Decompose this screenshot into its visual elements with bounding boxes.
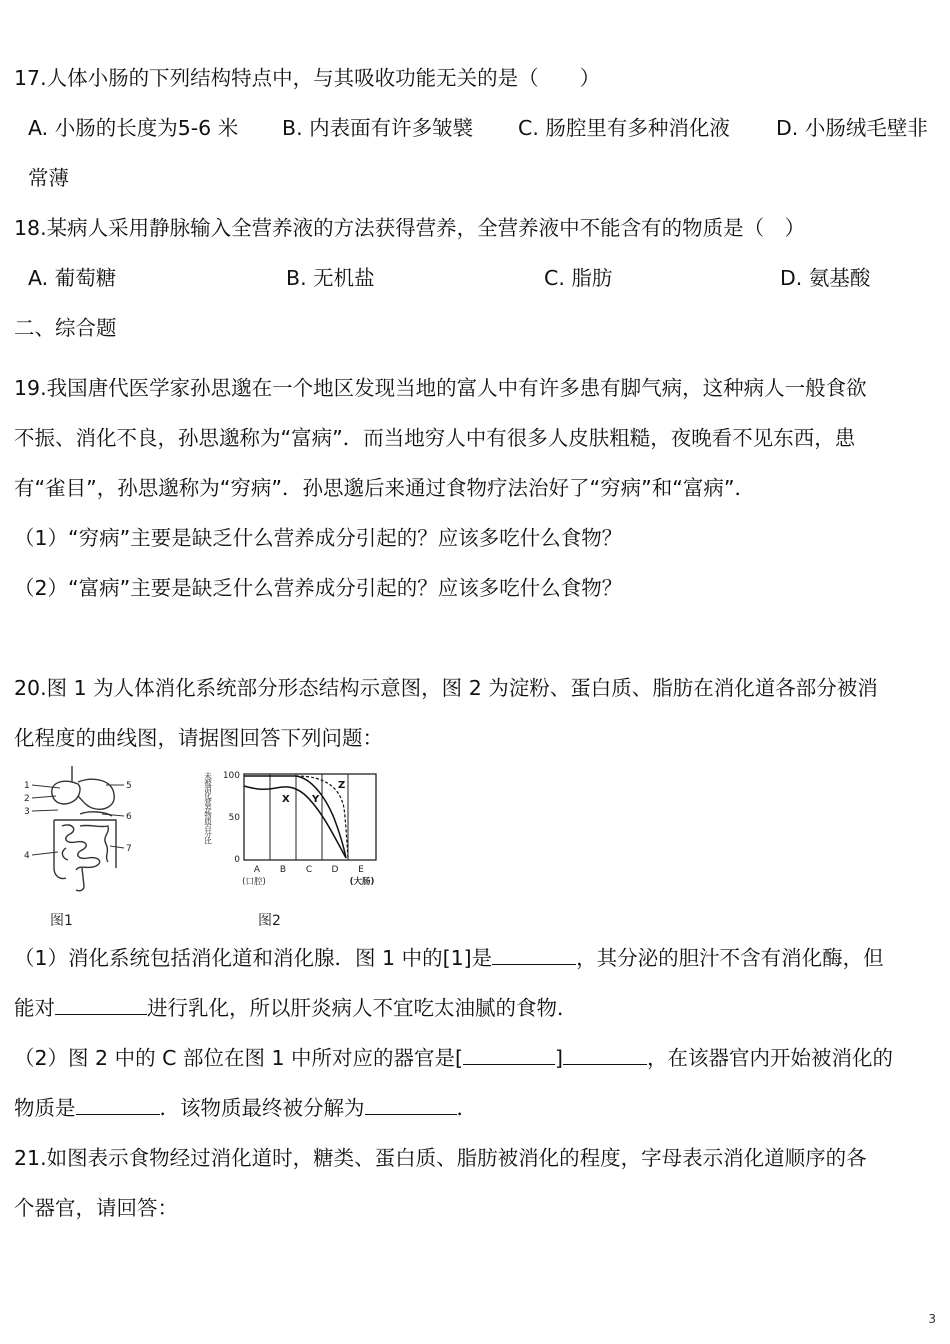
q17-option-d: D. 小肠绒毛壁非 [776, 116, 928, 140]
q20-sub2-text-f: ． [456, 1096, 477, 1120]
q19-sub-2: （2）“富病”主要是缺乏什么营养成分引起的？应该多吃什么食物？ [14, 576, 623, 600]
q17-option-c: C. 肠腔里有多种消化液 [518, 116, 730, 140]
fig2-curve-label-x: X [282, 794, 290, 805]
q20-sub-1-line-1 [14, 944, 884, 972]
q19-line-1: 19.我国唐代医学家孙思邈在一个地区发现当地的富人中有许多患有脚气病，这种病人一般食欲 [14, 376, 867, 400]
fig1-caption: 图1 [50, 913, 73, 929]
answer-blank[interactable] [492, 944, 576, 965]
q19-line-3: 有“雀目”，孙思邈称为“穷病”．孙思邈后来通过食物疗法治好了“穷病”和“富病”． [14, 476, 755, 500]
q20-sub2-text-e: ．该物质最终被分解为 [159, 1096, 365, 1120]
q17-option-a: A. 小肠的长度为5-6 米 [28, 116, 239, 140]
q20-sub2-text-d: 物质是 [14, 1096, 76, 1120]
q20-sub-2-line-1 [14, 1044, 893, 1072]
fig2-xtick-d: D [331, 865, 339, 875]
q17-option-b: B. 内表面有许多皱襞 [282, 116, 474, 140]
digestive-system-diagram [20, 764, 140, 894]
q21-line-2: 个器官，请回答： [14, 1196, 178, 1220]
q20-sub2-text-a: （2）图 2 中的 C 部位在图 1 中所对应的器官是[ [14, 1046, 464, 1070]
fig2-caption: 图2 [258, 913, 281, 929]
q18-stem: 18.某病人采用静脉输入全营养液的方法获得营养，全营养液中不能含有的物质是（ ） [14, 216, 806, 240]
q19-line-2: 不振、消化不良，孙思邈称为“富病”．而当地穷人中有很多人皮肤粗糙，夜晚看不见东西，患 [14, 426, 856, 450]
fig1-label-6: 6 [126, 812, 132, 822]
q18-option-d: D. 氨基酸 [780, 266, 871, 290]
fig2-ylabel: 未被消化营养物质百分比 [203, 772, 213, 844]
q20-sub2-text-b: ] [555, 1046, 564, 1070]
fig2-ytick-0: 0 [234, 855, 240, 865]
fig2-xtick-e: E [358, 865, 364, 875]
fig1-label-4: 4 [24, 851, 30, 861]
fig2-xsub-a: (口腔) [242, 877, 266, 887]
fig1-label-1: 1 [24, 781, 30, 791]
q18-option-c: C. 脂肪 [544, 266, 613, 290]
section-heading: 二、综合题 [14, 316, 117, 340]
q20-sub1-text-c: 能对 [14, 996, 55, 1020]
fig2-xtick-b: B [279, 865, 287, 875]
q19-sub-1: （1）“穷病”主要是缺乏什么营养成分引起的？应该多吃什么食物？ [14, 526, 623, 550]
fig2-xtick-a: A [253, 865, 261, 875]
fig1-label-2: 2 [24, 794, 30, 804]
fig2-ytick-50: 50 [228, 813, 240, 823]
q20-sub1-text-d: 进行乳化，所以肝炎病人不宜吃太油腻的食物． [147, 996, 578, 1020]
q21-line-1: 21.如图表示食物经过消化道时，糖类、蛋白质、脂肪被消化的程度，字母表示消化道顺序的各 [14, 1146, 867, 1170]
q17-option-d-continued: 常薄 [28, 166, 69, 190]
q17-stem: 17.人体小肠的下列结构特点中，与其吸收功能无关的是（ ） [14, 66, 601, 90]
q20-line-1: 20.图 1 为人体消化系统部分形态结构示意图，图 2 为淀粉、蛋白质、脂肪在消化道各部分被消 [14, 676, 878, 700]
fig2-curve-label-y: Y [312, 794, 320, 805]
fig1-label-7: 7 [126, 844, 132, 854]
fig2-curve-x [244, 786, 346, 858]
fig2-ytick-100: 100 [222, 771, 240, 781]
digestion-curve-chart [200, 764, 390, 894]
q20-sub2-text-c: ，在该器官内开始被消化的 [647, 1046, 894, 1070]
fig1-label-5: 5 [126, 781, 132, 791]
q20-sub-1-line-2 [14, 994, 578, 1022]
fig2-xtick-c: C [305, 865, 313, 875]
q20-sub-2-line-2 [14, 1094, 477, 1122]
q20-line-2: 化程度的曲线图，请据图回答下列问题： [14, 726, 383, 750]
q18-option-a: A. 葡萄糖 [28, 266, 117, 290]
fig2-xsub-e: (大肠) [349, 877, 375, 887]
answer-blank[interactable] [76, 1094, 160, 1115]
answer-blank[interactable] [463, 1044, 555, 1065]
fig1-label-3: 3 [24, 807, 30, 817]
page-number: 3 [928, 1312, 936, 1326]
q18-option-b: B. 无机盐 [286, 266, 375, 290]
answer-blank[interactable] [55, 994, 147, 1015]
answer-blank[interactable] [563, 1044, 647, 1065]
answer-blank[interactable] [365, 1094, 457, 1115]
q20-sub1-text-a: （1）消化系统包括消化道和消化腺．图 1 中的[1]是 [14, 946, 493, 970]
fig2-curve-label-z: Z [338, 780, 346, 791]
q20-sub1-text-b: ，其分泌的胆汁不含有消化酶，但 [576, 946, 884, 970]
